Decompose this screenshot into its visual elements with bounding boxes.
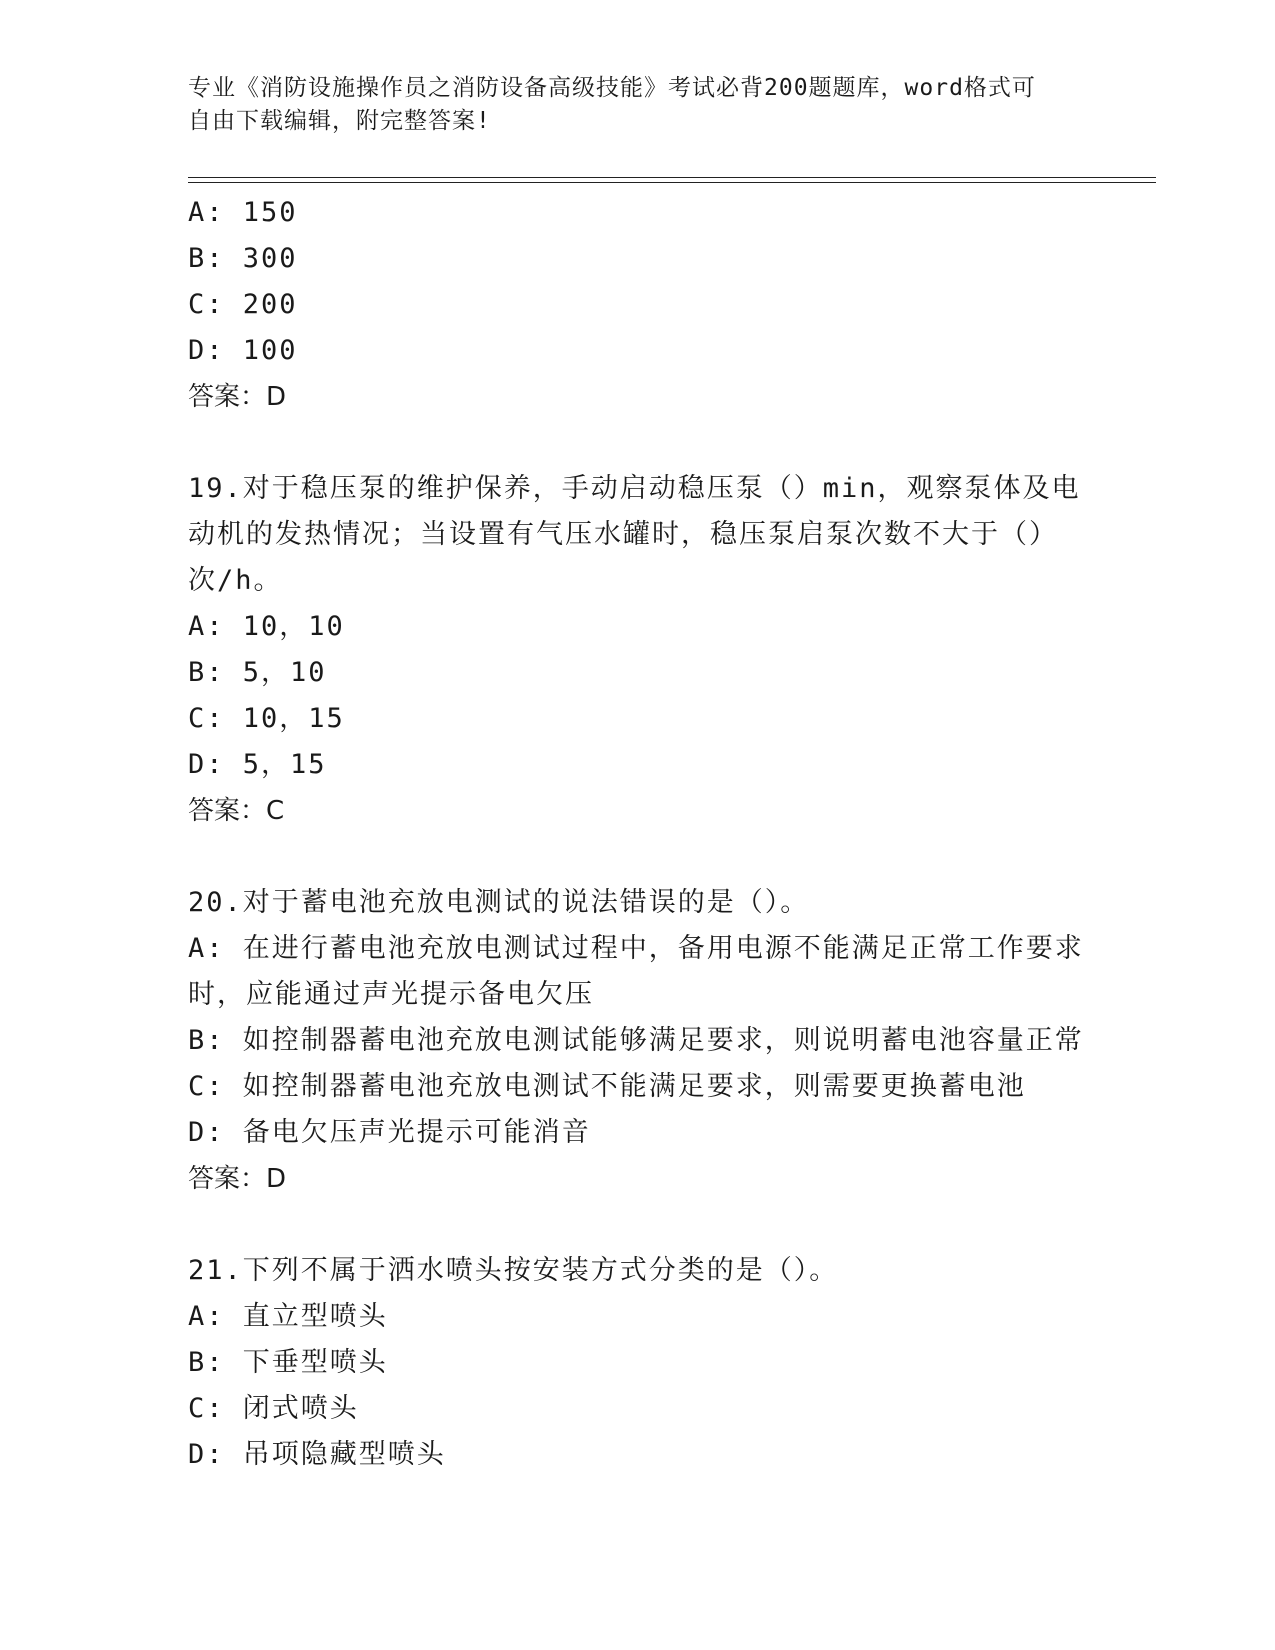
spacer	[188, 834, 1188, 880]
option-d: D: 吊项隐藏型喷头	[188, 1439, 446, 1470]
question-text-line: 次/h。	[188, 565, 283, 596]
header-divider-top	[188, 177, 1156, 178]
question-text-line: 动机的发热情况；当设置有气压水罐时，稳压泵启泵次数不大于（）	[188, 519, 1058, 550]
option-b: B: 下垂型喷头	[188, 1347, 388, 1378]
question-text-line: 21.下列不属于洒水喷头按安装方式分类的是（）。	[188, 1255, 839, 1286]
question-text-line: 19.对于稳压泵的维护保养，手动启动稳压泵（）min，观察泵体及电	[188, 473, 1081, 504]
header-title-line-2: 自由下载编辑，附完整答案!	[188, 108, 491, 134]
question-21	[188, 1248, 1188, 1478]
option-a: A: 150	[188, 197, 298, 228]
option-c: C: 10，15	[188, 703, 345, 734]
option-a-continued: 时，应能通过声光提示备电欠压	[188, 979, 594, 1010]
option-d: D: 备电欠压声光提示可能消音	[188, 1117, 591, 1148]
question-18	[188, 190, 1188, 420]
answer-line: 答案：D	[188, 382, 287, 412]
option-b: B: 300	[188, 243, 298, 274]
answer-line: 答案：D	[188, 1164, 287, 1194]
option-d: D: 5，15	[188, 749, 327, 780]
option-c: C: 如控制器蓄电池充放电测试不能满足要求，则需要更换蓄电池	[188, 1071, 1026, 1102]
page-header	[188, 72, 1088, 138]
option-a: A: 直立型喷头	[188, 1301, 388, 1332]
header-divider-bottom	[188, 182, 1156, 183]
question-text-line: 20.对于蓄电池充放电测试的说法错误的是（）。	[188, 887, 810, 918]
option-c: C: 闭式喷头	[188, 1393, 359, 1424]
option-d: D: 100	[188, 335, 298, 366]
option-c: C: 200	[188, 289, 298, 320]
spacer	[188, 1202, 1188, 1248]
question-19	[188, 466, 1188, 834]
question-list	[188, 190, 1188, 1478]
option-b: B: 如控制器蓄电池充放电测试能够满足要求，则说明蓄电池容量正常	[188, 1025, 1084, 1056]
question-20	[188, 880, 1188, 1202]
option-b: B: 5，10	[188, 657, 327, 688]
answer-line: 答案：C	[188, 796, 285, 826]
option-a: A: 在进行蓄电池充放电测试过程中，备用电源不能满足正常工作要求	[188, 933, 1084, 964]
header-title-line-1: 专业《消防设施操作员之消防设备高级技能》考试必背200题题库，word格式可	[188, 75, 1036, 101]
option-a: A: 10，10	[188, 611, 345, 642]
spacer	[188, 420, 1188, 466]
